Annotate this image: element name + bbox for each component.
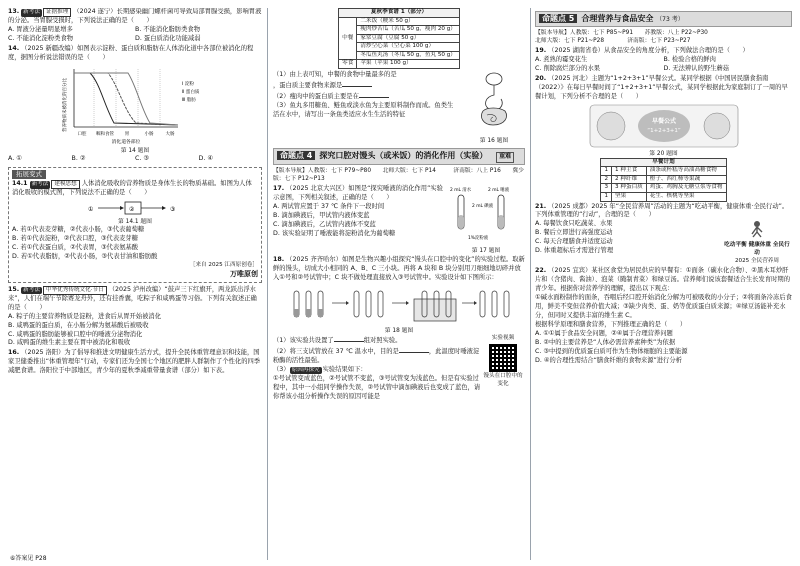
option-d: D. 无法辨认的野生蘑菇 xyxy=(663,64,730,72)
question-20: 20. （2025 河北）主题为“1+2+3+1”早餐公式。某同学根据《中国居民膳食指南（2022）》在每日早餐时间了“1+2+3+1”早餐公式，某同学根据此为家庭制订了一周的早餐计划，下列分析不合理的是（ ） 早餐公式 “1+2+3+1” 第 20 题图 早餐计划 1 1 种主食 油条或杯糕等高油高糖食物 2 2 种纤维 橙子、西红柿等果蔬 3 3 种蛋白质 鸡蛋、鸡胸及无糖豆浆等食物 1 坚果 花生、核桃等坚果 xyxy=(535,75,792,202)
option-c: C. ③ xyxy=(135,154,150,162)
digestive-system-figure: 第 16 题图 xyxy=(463,71,525,145)
svg-text:2 mL 唾液: 2 mL 唾液 xyxy=(488,187,510,193)
mantou-experiment-figure xyxy=(273,285,525,325)
digestion-model-diagram xyxy=(12,200,258,216)
option-d: D. ④的合理性需结合“膳食纤维的食物来源”进行分析 xyxy=(535,356,682,364)
option-a: A. ① xyxy=(8,154,22,162)
x-axis-title: 消化道各部位 xyxy=(111,139,141,145)
question-22: 22. （2025 宜宾）某社区食堂为居民供应的早餐有：①面条（碳水化合物）、②黑木耳炒肝片和（含猪肉、酱油）、泡菜（腌制青菜）和绿豆汤。营养师们说该套餐适合生长发育时期的青少年。根据你对营养学的理解，提出以下观点： ①碱水面粉制作的面条，吞咽后经口腔开始消化分解为可被吸收的小分子；②将面条冷冻后食用，鲜美不变但营养价值大减；③缺少肉类、蛋、奶等优质蛋白质来源；④绿豆汤能补充水分，但同时又提供丰富的维生素 C。 根据科学原理和膳食营养，下列推理正确的是（ ） A. ①①属于食品安全问题，②④属于合理营养问题 B. ②中的主要营养是“人体必需营养素种类”为依据 C. ③中提到的优质蛋白质可作为生物体细胞的主要能源 D. ④的合理性需结合“膳食纤维的食物来源”进行分析 xyxy=(535,267,792,364)
topic-banner: 命题点 4 探究口腔对馒头（或米饭）的消化作用（实验） 重难 xyxy=(273,148,525,165)
option-c: C. 每天合理膳食并适度运动 xyxy=(535,238,613,246)
option-a: A. ①①属于食品安全问题，②④属于合理营养问题 xyxy=(535,329,673,337)
test-tube-figure: 2 mL 清水 2 mL 唾液 2 mL 碘液 1%淀粉液 第 17 题图 xyxy=(450,187,510,254)
option-b: B. 若①代表淀粉，②代表口腔，③代表麦芽糖 xyxy=(12,235,139,243)
question-13: 13. 新考法 证据推理 （2024 遂宁）长期感染幽门螺杆菌可导致局部胃腺受损，影响胃液的分泌。当胃腺受损时，下列说法正确的是（ ） A. 胃液分泌量明显增多 B. 不能消化脂肪类食物 C. 不能消化淀粉类食物 D. 蛋白质消化功能减弱 xyxy=(8,8,262,42)
option-c: C. 削除腐烂部分的水果 xyxy=(535,64,601,72)
breakfast-plan-table: 早餐计划 1 1 种主食 油条或杯糕等高油高糖食物 2 2 种纤维 橙子、西红柿等果蔬 3 3 种蛋白质 鸡蛋、鸡胸及无糖豆浆等食物 1 坚果 花生、核桃等坚果 xyxy=(600,158,726,202)
option-b: B. ② xyxy=(71,154,86,162)
option-c: C. 咸鸭蛋的脂肪能够被口腔中的唾液分泌物消化 xyxy=(8,330,143,338)
option-c: C. 若①代表蛋白质，②代表胃，③代表氨基酸 xyxy=(12,244,139,252)
option-a: A. 粽子的主要营养物质是淀粉，进食后从胃开始被消化 xyxy=(8,312,162,320)
extension-title: 拓展变式 xyxy=(12,170,46,179)
y-axis-label: 营养物质未被消化的百分比 xyxy=(63,77,68,132)
option-a: A. 若①代表麦芽糖，②代表小肠，③代表葡萄糖 xyxy=(12,226,145,234)
middle-column xyxy=(273,8,525,560)
version-guide: 【版本导航】人教版：七下 P85~P91 苏教版：八上 P22~P30 北师大版：七下 P21~P28 济南版：七下 P23~P27 xyxy=(535,29,708,44)
option-c: C. ③中提到的优质蛋白质可作为生物体细胞的主要能源 xyxy=(535,347,688,355)
column-divider xyxy=(530,8,531,560)
option-d: D. 咸鸭蛋的维生素主要在胃中被消化和吸收 xyxy=(8,339,131,347)
right-column xyxy=(535,8,792,560)
option-a: A. 每餐饮食只吃蔬菜、水果 xyxy=(535,220,613,228)
question-16: 16. （2025 洛阳）为了倡导和推进文明健康生活方式，提升全民体重管理意识和技能，国家卫健委推出“体重管理年”行动，专家们还为全国七个地区的肥胖人群制作了个性化的四季减肥食谱。洛阳位于中部地区，青少年的夏秋季减重带量食谱（部分）如下表。 xyxy=(8,349,261,375)
option-a: A. 胃液分泌量明显增多 xyxy=(8,25,73,33)
topic-tag: 证据推理 xyxy=(43,8,71,17)
question-15: 15. 新考法 中华优秀传统文化·节日 （2025 泸州改编）“鼓声三下红旗开，两龙跃出浮水来”，人们在端午节除赛龙舟外，还有挂香囊，吃粽子和咸鸭蛋等习俗。下列有关叙述正确的是（ ） A. 粽子的主要营养物质是淀粉，进食后从胃开始被消化 B. 咸鸭蛋的蛋白质，在小肠分解为氨基酸后被吸收 C. 咸鸭蛋的脂肪能够被口腔中的唾液分泌物消化 D. 咸鸭蛋的维生素主要在胃中被消化和吸收 xyxy=(8,286,262,349)
option-c: C. 滴加碘液后，乙试管内液体不变蓝 xyxy=(273,220,376,228)
breakfast-poster xyxy=(535,104,792,148)
qr-code-block[interactable]: 实验视频 馒头在口腔中的变化 xyxy=(483,335,523,387)
option-b: B. 检验合格的鲜肉 xyxy=(663,55,716,63)
question-14-1: 14.1 新考法 建模思想 人体消化吸收的营养物质是身体生长的物质基础。如图为人体消化吸收的模式图，下列说法不正确的是（ ） ① ② ③ 第 14.1 题图 A. 若①代表麦芽糖，②代表小肠，③代表葡萄糖 B. 若①代表淀粉，②代表口腔，③代表麦芽糖 C. 若①代表蛋白质，②代表胃，③代表氨基酸 D. 若①代表脂肪，②代表小肠，③代表甘油和脂肪酸 ［来自 2025 江西原创卷］ 万唯原创 xyxy=(12,180,258,278)
curve-i xyxy=(74,73,178,125)
option-d: D. 体重超标后才需进行管理 xyxy=(535,247,614,255)
option-d: D. 若①代表脂肪，②代表小肠，③代表甘油和脂肪酸 xyxy=(12,253,158,260)
legend-item: Ⅲ 脂肪 xyxy=(182,97,196,103)
option-b: B. 不能消化脂肪类食物 xyxy=(135,25,200,33)
nutrition-week-logo: 吃动平衡 健康体重 全民行动 2025 全民营养周 xyxy=(722,220,792,266)
tick-label: 咽和食管 xyxy=(96,131,114,137)
meal-label: 中餐 xyxy=(339,17,357,60)
digestion-chart xyxy=(8,65,262,145)
question-14: 14. （2025 新疆改编）如图表示淀粉、蛋白质和脂肪在人体消化道中各部位被消化的程度，据图分析说法错误的是（ ） 营养物质未被消化的百分比 口腔 咽和食管 胃 小肠 大肠 消化道各部位 Ⅰ 淀粉 Ⅱ 蛋白质 Ⅲ 脂肪 第 14 题图 A. ① B. ② C. ③ D. ④ xyxy=(8,45,262,164)
option-c: C. 不能消化淀粉类食物 xyxy=(8,34,74,42)
question-19: 19. （2025 湖南省卷）从食品安全的角度分析，下列做法合理的是（ ） A. 煮熟的霉变花生 B. 检验合格的鲜肉 C. 削除腐烂部分的水果 D. 无法辨认的野生蘑菇 xyxy=(535,47,792,74)
version-guide: 【版本导航】人教版：七下 P79~P80 北师大版：七下 P14 济南版：八上 P16 冀少版：七下 P12~P13 xyxy=(273,167,524,182)
snack-label: 零食 xyxy=(339,60,357,69)
source-note: ［来自 2025 江西原创卷］ xyxy=(189,261,258,268)
figure-caption: 第 14 题图 xyxy=(120,147,150,154)
topic-banner: 命题点 5 合理营养与食品安全 （73 考） xyxy=(535,11,792,27)
option-d: D. 蛋白质消化功能减弱 xyxy=(135,34,201,42)
poster-title: 早餐公式 xyxy=(651,117,676,125)
tick-label: 大肠 xyxy=(165,131,175,137)
option-b: B. 餐后立即进行高强度运动 xyxy=(535,229,613,237)
diagram-node-1: ① xyxy=(88,205,94,213)
qr-code[interactable] xyxy=(489,344,517,372)
diagram-node-3: ③ xyxy=(170,205,176,213)
question-17: 17. （2025 北京大兴区）如图是“探究唾液的消化作用”实验示意图，下列相关叙述，正确的是（ ） A. 两试管应置于 37 ℃ 条件下一段时间 B. 滴加碘液后，甲试管内液体变蓝 C. 滴加碘液后，乙试管内液体不变蓝 D. 该实验证明了唾液能将淀粉消化为葡萄糖 2 mL 清水 2 mL 唾液 2 mL 碘液 1%淀粉液 第 17 题图 xyxy=(273,185,525,255)
question-18: 18. （2025 齐齐哈尔）如图是生物兴趣小组探究“馒头在口腔中的变化”的实验过程。取新鲜的馒头，切成大小相同的 A、B、C 三小块。再将 A 块和 B 块分别用刀细细地切碎并放入①号和②号试管中；C 块不做处理直接放入③号试管中。实验设计如下图所示： 第 18 题图 （1）该实验共设置了 组对照实验。 （2）将三支试管放在 37 ℃ 温水中，目的是 ，此温度时唾液淀粉酶的活性最强。 （3） 原因再探究 实验结果如下： ①号试管变成蓝色，②号试管不变蓝，③号试管变为浅蓝色。但是有实验过程中，其中一小组同学操作失误，②号试管中滴加碘液后也变成了蓝色，请你帮该小组分析操作失误的原因可能是 实验视频 馒头在口腔中的变化 xyxy=(273,256,525,400)
digestion-line-chart xyxy=(60,65,210,145)
option-b: B. 咸鸭蛋的蛋白质，在小肠分解为氨基酸后被吸收 xyxy=(8,321,149,329)
option-b: B. 滴加碘液后，甲试管内液体变蓝 xyxy=(273,211,370,219)
left-column xyxy=(8,8,262,560)
option-a: A. 煮熟的霉变花生 xyxy=(535,55,588,63)
curve-iii xyxy=(74,73,178,125)
svg-text:2 mL 清水: 2 mL 清水 xyxy=(450,187,472,193)
answer-page-ref: ⑥答案见 P28 xyxy=(10,555,47,563)
curve-ii xyxy=(74,73,178,125)
option-d: D. ④ xyxy=(198,154,213,162)
tick-label: 口腔 xyxy=(77,131,87,137)
menu-table: 夏秋季食谱 1（部分） 中餐 二米饭（粳米 50 g） 瘦肉炒苦瓜（苦瓜 50 g，瘦肉 20 g） 家常豆腐（豆腐 50 g） 清炒空心菜（空心菜 100 g） 冬瓜鱼丸汤（冬瓜 50 g，鱼丸 50 g） 零食 苹果（苹果 100 g） xyxy=(338,8,460,69)
option-a: A. 两试管应置于 37 ℃ 条件下一段时间 xyxy=(273,202,385,210)
option-b: B. ②中的主要营养是“人体必需营养素种类”为依据 xyxy=(535,338,676,346)
option-d: D. 该实验证明了唾液能将淀粉消化为葡萄糖 xyxy=(273,229,396,237)
extension-box xyxy=(8,167,262,283)
svg-text:2 mL 碘液: 2 mL 碘液 xyxy=(472,203,494,209)
new-exam-tag: 新考法 xyxy=(23,9,40,15)
menu-table-title: 夏秋季食谱 1（部分） xyxy=(339,9,460,18)
column-divider xyxy=(267,8,268,560)
tick-label: 胃 xyxy=(124,131,130,137)
question-21: 21. （2025 成都）2025 年“全民营养周”活动的主题为“吃动平衡，健康体重·全民行动”。下列体重管理的“行动”，合理的是（ ） A. 每餐饮食只吃蔬菜、水果 B. 餐后立即进行高强度运动 C. 每天合理膳食并适度运动 D. 体重超标后才需进行管理 吃动平衡 健康体重 全民行动 2025 全民营养周 xyxy=(535,203,792,267)
question-16-parts: （1）由上表可知，中餐的食物中量最多的是 ，蛋白质主要食物来源是 （2）瘦肉中的蛋白质主要是在 （3）鱼丸多用糖鱼、鲢鱼或淡水鱼为主要原料制作而成。鱼类生活在水中，请写出一条鱼类适应水生生活的特征 第 16 题图 xyxy=(273,71,525,145)
legend-item: Ⅰ 淀粉 xyxy=(182,81,195,87)
legend-item: Ⅱ 蛋白质 xyxy=(182,89,200,95)
diagram-node-2: ② xyxy=(129,205,135,213)
tick-label: 小肠 xyxy=(144,131,154,137)
svg-text:1%淀粉液: 1%淀粉液 xyxy=(468,235,489,241)
brand-label: 万唯原创 xyxy=(230,269,258,278)
poster-formula: “1+2+3+1” xyxy=(646,127,681,134)
